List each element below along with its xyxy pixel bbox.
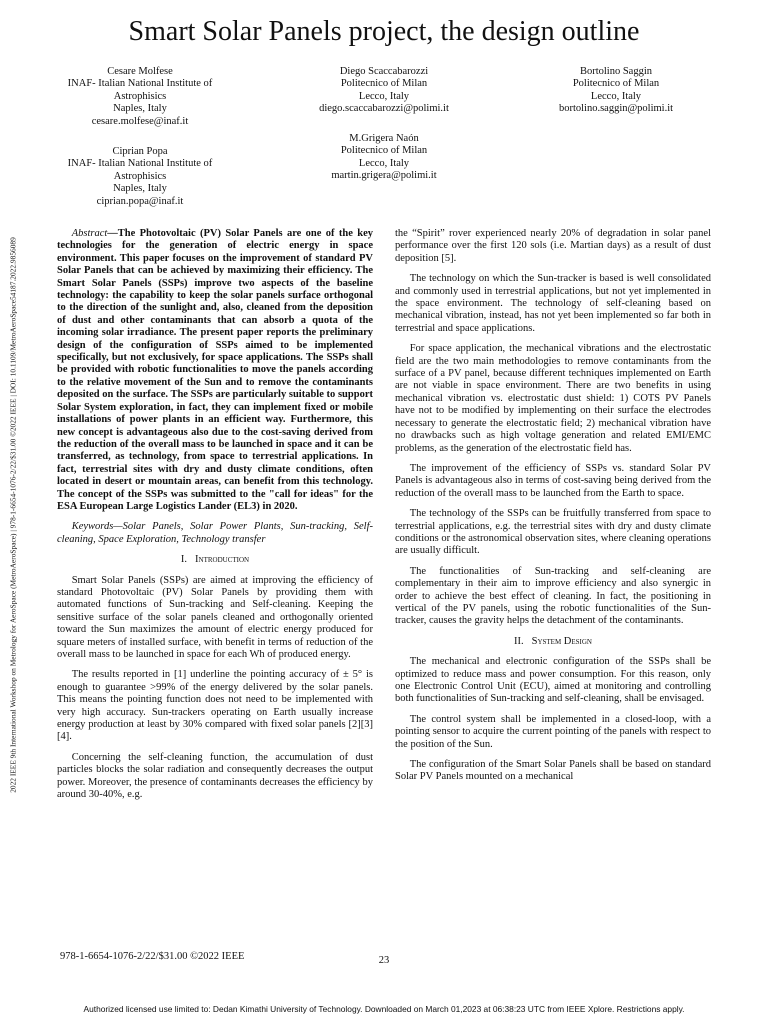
author-city: Naples, Italy [113,103,167,115]
author-email[interactable]: ciprian.popa@inaf.it [96,195,184,207]
doi-sidebar-text: 2022 IEEE 9th International Workshop on Metrology for AeroSpace (MetroAeroSpace) | 978-1-6654-1076-2/22/$31.00 ©2022 IEEE | DOI: 10.1109/MetroAeroSpace54187.2022.9856089 [8,237,18,793]
section-title: System Design [531,635,592,647]
section-number: I. [180,554,188,566]
author-name: M.Grigera Naón [349,133,419,144]
author-affiliation: Politecnico of Milan [572,78,660,90]
author-affiliation: Astrophisics [113,90,167,102]
author-block [516,66,716,116]
paragraph: For space application, the mechanical vibrations and the electrostatic field are the two main methodologies to remove contaminants from the surface of a PV panel, because different techniques implemented on Earth are not viable in space environment. There are two benefits in using mechanical vibration vs. electrostatic dust shield: 1) COTS PV Panels have not to be modified by implementing on their surface the electrodes necessary to generate the electrostatic field; 2) mechanical vibration have no drawbacks such as high voltage generation and related EMI/EMC problems, as the generation of the electrostatic field has. [395,343,711,454]
copyright-line: 978-1-6654-1076-2/22/$31.00 ©2022 IEEE [60,951,245,962]
author-city: Naples, Italy [113,183,167,195]
author-block [40,146,240,208]
paragraph: The functionalities of Sun-tracking and self-cleaning are complementary in their aim to improve efficiency and also synergic in order to achieve the best effect of cleaning. In fact, the positioning in vertical of the PV panels, using the robotic functionalities of the Sun-tracker, causes the gravity helps the detachment of the contaminants. [395,565,711,627]
doi-sidebar [6,145,20,885]
left-column [57,228,373,809]
page-number: 23 [378,955,390,966]
author-name: Ciprian Popa [112,146,168,157]
right-column [395,228,711,792]
author-affiliation: Politecnico of Milan [340,145,428,157]
author-block [40,66,240,128]
paper-title: Smart Solar Panels project, the design outline [128,16,640,47]
author-name: Bortolino Saggin [579,66,653,77]
paragraph: the “Spirit” rover experienced nearly 20% of degradation in solar panel performance over the first 120 sols (i.e. Martian days) as a result of dust deposition [5]. [395,228,711,264]
paragraph: The technology of the SSPs can be fruitfully transferred from space to terrestrial applications, e.g. the terrestrial sites with dry and dusty climate conditions or the astronomical observation sites, where cleaning operations are usually difficult. [395,508,711,557]
abstract [57,228,373,513]
author-affiliation: INAF- Italian National Institute of [67,158,213,170]
keywords: Keywords—Solar Panels, Solar Power Plants, Sun-tracking, Self-cleaning, Space Exploration, Technology transfer [57,521,373,545]
paragraph: Smart Solar Panels (SSPs) are aimed at improving the efficiency of standard Photovoltaic (PV) Solar Panels by providing them with automated functions of Sun-tracking and Self-cleaning. Keeping the sensitive surface of the solar panels cleaned and orthogonally oriented toward the Sun maximizes the amount of electric energy produced for square meters of installed surface, with benefit in terms of reduction of the overall mass to be launched in space for each Wh of produced energy. [57,574,373,660]
author-name: Cesare Molfese [107,66,173,77]
section-number: II. [513,635,524,647]
paragraph: The improvement of the efficiency of SSPs vs. standard Solar PV Panels is advantageous also in terms of cost-saving being derived from the reduction of the overall mass to be launched from the Earth to space. [395,462,711,499]
section-heading-system-design [395,636,711,648]
author-affiliation: Astrophisics [113,170,167,182]
author-email[interactable]: bortolino.saggin@polimi.it [558,103,674,115]
paragraph: The results reported in [1] underline the pointing accuracy of ± 5° is enough to guarantee >99% of the energy delivered by the solar panels. This means the pointing function does not need to be implemented with very high accuracy. Sun-trackers operating on Earth usually increase energy production at least by 30% compared with fixed solar panels [2][3][4]. [57,669,373,743]
author-email[interactable]: cesare.molfese@inaf.it [91,115,189,127]
author-name: Diego Scaccabarozzi [339,66,429,77]
author-affiliation: INAF- Italian National Institute of [67,78,213,90]
abstract-label: Abstract [71,228,108,239]
license-notice: Authorized licensed use limited to: Dedan Kimathi University of Technology. Downloaded on March 01,2023 at 06:38:23 UTC from IEEE Xplore. Restrictions apply. [83,1004,685,1014]
section-heading-introduction [57,554,373,566]
paragraph: The control system shall be implemented in a closed-loop, with a pointing sensor to acquire the current pointing of the panels with respect to the position of the Sun. [395,713,711,750]
author-city: Lecco, Italy [358,157,410,169]
author-block [284,133,484,183]
author-city: Lecco, Italy [358,90,410,102]
section-title: Introduction [195,554,250,566]
author-affiliation: Politecnico of Milan [340,78,428,90]
paragraph: Concerning the self-cleaning function, the accumulation of dust particles blocks the solar radiation and consequently decreases the output power. Moreover, the presence of contaminants decreases the efficiency by around 30-40%, e.g. [57,751,373,801]
abstract-body: —The Photovoltaic (PV) Solar Panels are one of the key technologies for the generation of electric energy in space environment. This paper focuses on the improvement of standard PV Solar Panels that can be achieved by maximizing their efficiency. The Smart Solar Panels (SSPs) improve two aspects of the baseline technology: the capability to keep the solar panels surface orthogonal to the direction of the sunlight and, also, cleaned from the deposition of dust and other contaminants that can absorb a quota of the incoming solar irradiance. The present paper reports the preliminary design of the configuration of SSPs aimed to be implemented specifically, but not exclusively, for space applications. The SSPs shall be provided with robotic functionalities to move the panels according to the relative movement of the Sun and to remove the contaminants deposited on the surface. The SSPs are particularly suitable to support Solar System exploration, in fact, they can implement fixed or mobile installations of power plants in an efficient way. Furthermore, this new concept is advantageous also due to the cost-saving derived from the reduction of the overall mass to be launched in space and it can be transferred, as technology, from space to terrestrial applications. In fact, terrestrial sites with dry and dusty climate conditions, often located in desert or mountain areas, can benefit from this technology. The concept of the SSPs was submitted to the "call for ideas" for the ESA European Large Logistics Lander (EL3) in 2020. [57,228,373,512]
author-block [284,66,484,116]
paragraph: The configuration of the Smart Solar Panels shall be based on standard Solar PV Panels mounted on a mechanical [395,759,711,783]
author-email[interactable]: martin.grigera@polimi.it [331,170,437,182]
author-city: Lecco, Italy [590,90,642,102]
paragraph: The mechanical and electronic configuration of the SSPs shall be optimized to reduce mass and power consumption. For this reason, only one Electronic Control Unit (ECU), aimed at monitoring and controlling both functionalities of Sun-tracking and self-cleaning, shall be envisaged. [395,656,711,705]
author-email[interactable]: diego.scaccabarozzi@polimi.it [319,103,449,115]
paragraph: The technology on which the Sun-tracker is based is well consolidated and commonly used in terrestrial applications, but not yet implemented in the space environment. The technology of self-cleaning based on mechanical vibration, instead, has not yet been implemented so far both in terrestrial and space applications. [395,273,711,334]
